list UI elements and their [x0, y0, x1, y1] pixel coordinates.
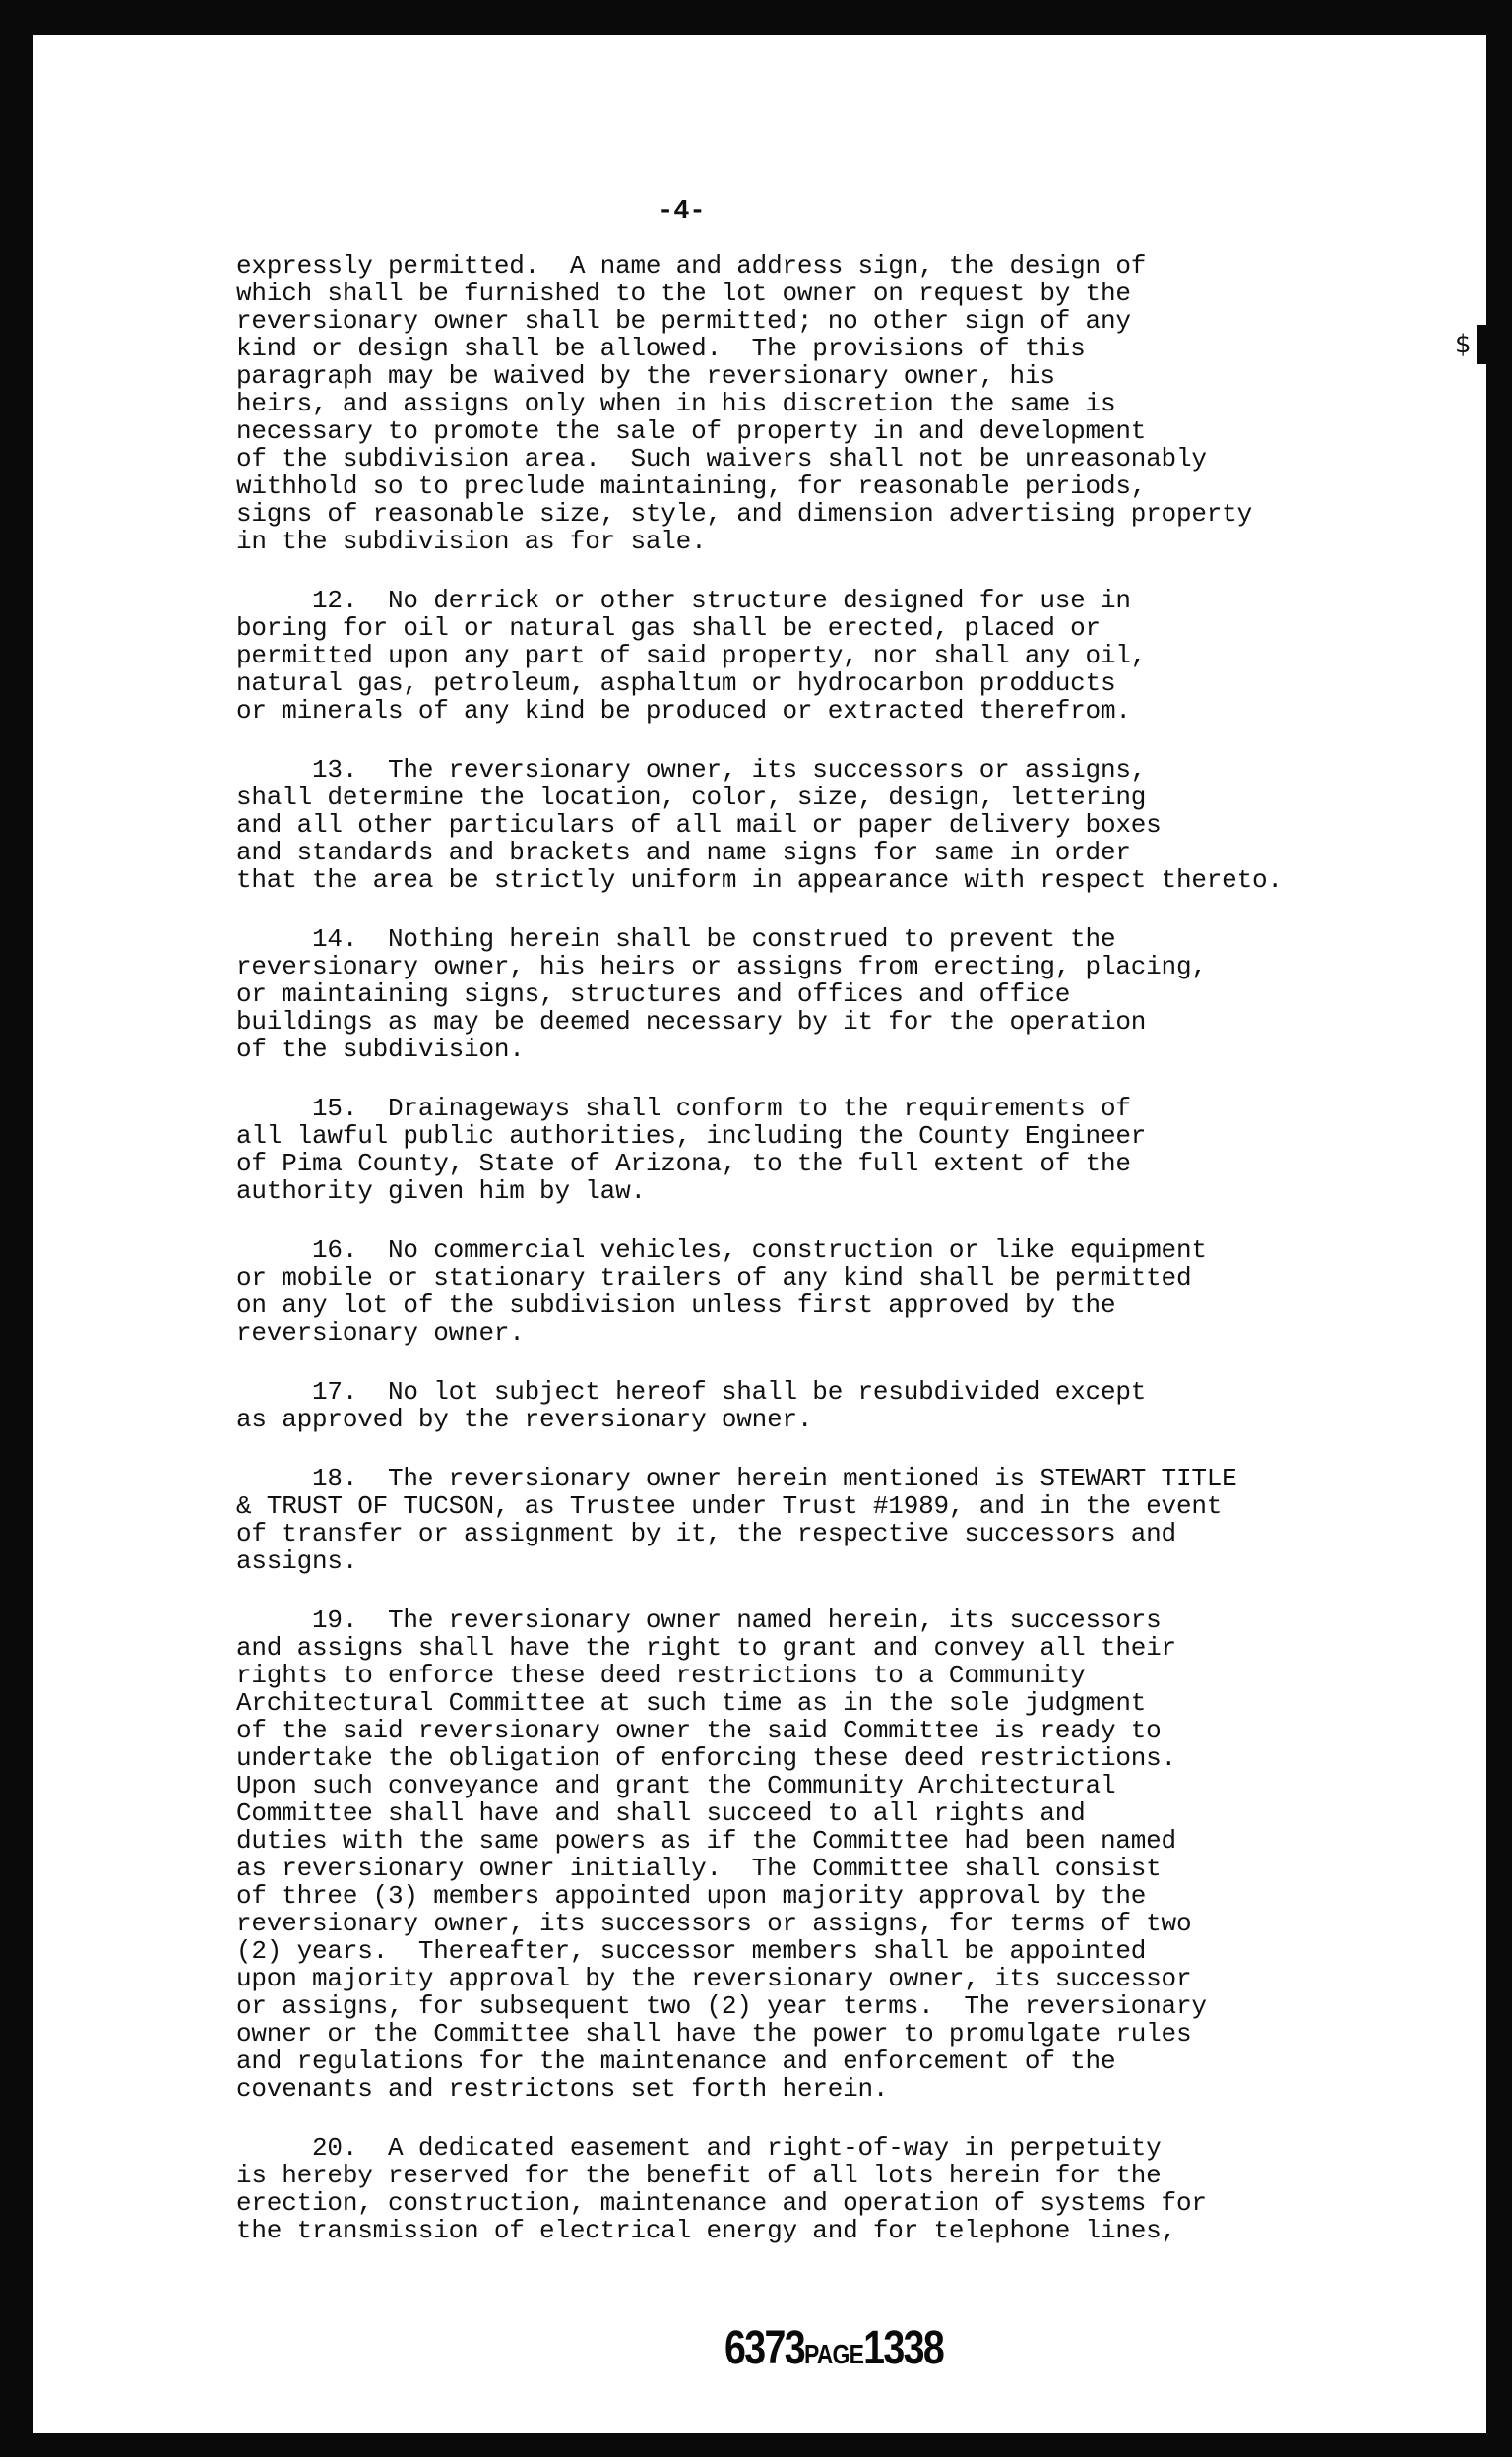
text-line: of transfer or assignment by it, the respective successors and — [236, 1519, 1176, 1548]
scan-edge-mark — [1477, 325, 1488, 364]
text-line: or minerals of any kind be produced or extracted therefrom. — [236, 696, 1131, 725]
scan-border-top — [0, 0, 1512, 35]
scan-border-right — [1486, 0, 1512, 2457]
text-line: which shall be furnished to the lot owner on request by the — [236, 279, 1131, 308]
text-line: 14. Nothing herein shall be construed to prevent the — [236, 924, 1116, 954]
text-line: of the subdivision. — [236, 1035, 525, 1064]
text-line: reversionary owner. — [236, 1318, 525, 1348]
text-line: permitted upon any part of said property, nor shall any oil, — [236, 641, 1147, 670]
text-line: 20. A dedicated easement and right-of-way in perpetuity — [236, 2133, 1162, 2163]
text-line: 17. No lot subject hereof shall be resubdivided except — [236, 1377, 1147, 1407]
text-line: duties with the same powers as if the Committee had been named — [236, 1826, 1176, 1856]
text-line: undertake the obligation of enforcing these deed restrictions. — [236, 1743, 1176, 1773]
page-label: PAGE — [804, 2339, 864, 2369]
recording-page-number: 1338 — [863, 2322, 944, 2374]
document-body — [236, 252, 1408, 2276]
text-line: Upon such conveyance and grant the Community Architectural — [236, 1771, 1116, 1800]
text-line: on any lot of the subdivision unless first approved by the — [236, 1291, 1116, 1320]
text-line: kind or design shall be allowed. The provisions of this — [236, 334, 1086, 363]
text-line: is hereby reserved for the benefit of all lots herein for the — [236, 2161, 1162, 2190]
text-line: covenants and restrictons set forth herein. — [236, 2074, 889, 2104]
text-line: 12. No derrick or other structure designed for use in — [236, 586, 1131, 615]
text-line: that the area be strictly uniform in appearance with respect thereto. — [236, 865, 1283, 895]
text-line: owner or the Committee shall have the power to promulgate rules — [236, 2019, 1192, 2048]
paragraph-p19 — [236, 1606, 1408, 2103]
text-line: as approved by the reversionary owner. — [236, 1405, 813, 1434]
text-line: 13. The reversionary owner, its successors or assigns, — [236, 755, 1147, 785]
paragraph-p12 — [236, 587, 1408, 724]
text-line: and assigns shall have the right to grant and convey all their — [236, 1633, 1176, 1663]
text-line: as reversionary owner initially. The Committee shall consist — [236, 1854, 1162, 1883]
text-line: 15. Drainageways shall conform to the requirements of — [236, 1094, 1131, 1123]
text-line: boring for oil or natural gas shall be erected, placed or — [236, 613, 1101, 643]
text-line: Committee shall have and shall succeed to all rights and — [236, 1798, 1086, 1828]
text-line: or assigns, for subsequent two (2) year terms. The reversionary — [236, 1991, 1207, 2021]
text-line: in the subdivision as for sale. — [236, 527, 707, 556]
scan-edge-mark — [1492, 581, 1512, 620]
text-line: paragraph may be waived by the reversionary owner, his — [236, 361, 1055, 391]
text-line: (2) years. Thereafter, successor members shall be appointed — [236, 1936, 1147, 1966]
text-line: of Pima County, State of Arizona, to the full extent of the — [236, 1149, 1131, 1178]
text-line: & TRUST OF TUCSON, as Trustee under Trust #1989, and in the event — [236, 1491, 1223, 1521]
text-line: expressly permitted. A name and address sign, the design of — [236, 251, 1147, 281]
text-line: shall determine the location, color, size, design, lettering — [236, 783, 1147, 812]
text-line: and regulations for the maintenance and enforcement of the — [236, 2047, 1116, 2076]
text-line: or mobile or stationary trailers of any kind shall be permitted — [236, 1263, 1192, 1292]
text-line: and all other particulars of all mail or paper delivery boxes — [236, 810, 1162, 840]
text-line: signs of reasonable size, style, and dimension advertising property — [236, 499, 1252, 529]
text-line: and standards and brackets and name signs for same in order — [236, 838, 1131, 867]
text-line: withhold so to preclude maintaining, for reasonable periods, — [236, 472, 1147, 501]
paragraph-p14 — [236, 925, 1408, 1063]
text-line: of three (3) members appointed upon majority approval by the — [236, 1881, 1147, 1911]
text-line: 18. The reversionary owner herein mentioned is STEWART TITLE — [236, 1464, 1237, 1493]
text-line: 16. No commercial vehicles, construction or like equipment — [236, 1235, 1207, 1265]
text-line: reversionary owner shall be permitted; no other sign of any — [236, 306, 1131, 336]
paragraph-p20 — [236, 2134, 1408, 2244]
scan-border-bottom — [0, 2433, 1512, 2457]
paragraph-p18 — [236, 1465, 1408, 1575]
text-line: Architectural Committee at such time as in the sole judgment — [236, 1688, 1147, 1718]
recording-stamp — [724, 2321, 943, 2375]
text-line: all lawful public authorities, including the County Engineer — [236, 1121, 1147, 1151]
text-line: 19. The reversionary owner named herein, its successors — [236, 1606, 1162, 1635]
paragraph-p11-cont — [236, 252, 1408, 555]
text-line: assigns. — [236, 1546, 358, 1576]
paragraph-p13 — [236, 756, 1408, 894]
paragraph-p17 — [236, 1378, 1408, 1433]
margin-mark: $ — [1455, 330, 1472, 359]
text-line: erection, construction, maintenance and operation of systems for — [236, 2188, 1207, 2218]
text-line: reversionary owner, its successors or assigns, for terms of two — [236, 1909, 1192, 1938]
text-line: heirs, and assigns only when in his discretion the same is — [236, 389, 1116, 418]
text-line: upon majority approval by the reversionary owner, its successor — [236, 1964, 1192, 1993]
paragraph-p16 — [236, 1236, 1408, 1347]
text-line: rights to enforce these deed restrictions to a Community — [236, 1661, 1086, 1690]
text-line: of the subdivision area. Such waivers shall not be unreasonably — [236, 444, 1207, 473]
page-number: -4- — [658, 197, 706, 226]
text-line: natural gas, petroleum, asphaltum or hydrocarbon prodducts — [236, 668, 1116, 698]
paragraph-p15 — [236, 1095, 1408, 1205]
text-line: or maintaining signs, structures and offices and office — [236, 979, 1071, 1009]
text-line: authority given him by law. — [236, 1176, 646, 1206]
text-line: necessary to promote the sale of property in and development — [236, 416, 1147, 446]
text-line: of the said reversionary owner the said Committee is ready to — [236, 1716, 1162, 1745]
text-line: buildings as may be deemed necessary by it for the operation — [236, 1007, 1147, 1037]
text-line: reversionary owner, his heirs or assigns from erecting, placing, — [236, 952, 1207, 981]
text-line: the transmission of electrical energy and for telephone lines, — [236, 2216, 1176, 2245]
scan-border-left — [0, 0, 33, 2457]
docket-number: 6373 — [724, 2322, 805, 2374]
